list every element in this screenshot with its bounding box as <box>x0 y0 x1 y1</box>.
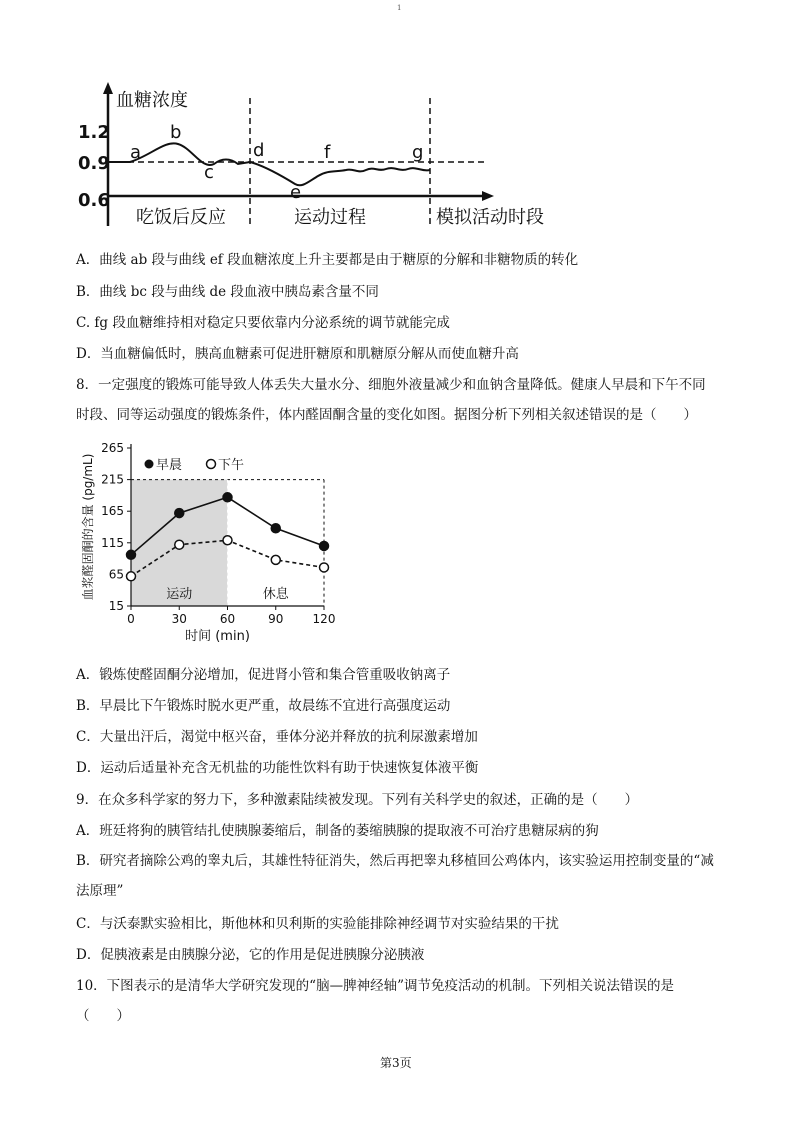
x-tick-label: 0 <box>127 612 135 626</box>
aldosterone-chart <box>76 436 346 654</box>
chart-xlabel: 时间 (min) <box>185 629 250 644</box>
legend-label-afternoon: 下午 <box>218 458 245 473</box>
y-tick-label: 15 <box>108 599 124 613</box>
fig1-section-label: 吃饭后反应 <box>136 207 226 228</box>
x-tick-label: 90 <box>268 612 284 626</box>
fig1-point-label: b <box>170 122 182 143</box>
fig1-section-label: 模拟活动时段 <box>436 207 544 228</box>
q9-option-c: C．与沃泰默实验相比，斯他林和贝利斯的实验能排除神经调节对实验结果的干扰 <box>76 916 559 932</box>
q8-option-c: C．大量出汗后，渴觉中枢兴奋，垂体分泌并释放的抗利尿激素增加 <box>76 729 478 745</box>
q8-stem: 8．一定强度的锻炼可能导致人体丢失大量水分、细胞外液量减少和血钠含量降低。健康人早晨和下午不同时段、同等运动强度的锻炼条件，体内醛固酮含量的变化如图。据图分析下列相关叙述错误的是（ ） <box>76 377 706 423</box>
q8-option-b: B．早晨比下午锻炼时脱水更严重，故晨练不宜进行高强度运动 <box>76 698 451 714</box>
q9-option-b: B．研究者摘除公鸡的睾丸后，其雄性特征消失，然后再把睾丸移植回公鸡体内，该实验运用控制变量的“减法原理” <box>76 853 714 899</box>
y-tick-label: 115 <box>101 535 124 550</box>
data-point-morning <box>175 509 184 518</box>
data-point-afternoon <box>320 563 329 572</box>
q9-stem: 9．在众多科学家的努力下，多种激素陆续被发现。下列有关科学史的叙述，正确的是（ ） <box>76 792 639 808</box>
data-point-morning <box>223 493 232 502</box>
x-tick-label: 60 <box>219 612 236 626</box>
chart-ylabel: 血浆醛固酮的含量 (pg/mL) <box>81 453 95 601</box>
fig1-point-label: c <box>204 162 214 183</box>
blood-glucose-figure <box>70 78 590 238</box>
page-footer: 第3页 <box>380 1056 412 1070</box>
y-tick-label: 65 <box>108 567 124 582</box>
fig1-ytick: 0.6 <box>78 190 110 211</box>
x-tick-label: 120 <box>312 612 336 626</box>
q7-option-a: A．曲线 ab 段与曲线 ef 段血糖浓度上升主要都是由于糖原的分解和非糖物质的转化 <box>76 252 579 268</box>
data-point-afternoon <box>127 572 136 581</box>
fig1-section-label: 运动过程 <box>294 207 366 228</box>
legend-marker-morning <box>145 460 154 469</box>
data-point-morning <box>271 524 280 533</box>
x-tick-label: 30 <box>171 612 187 626</box>
data-point-morning <box>320 541 329 550</box>
q8-option-d: D．运动后适量补充含无机盐的功能性饮料有助于快速恢复体液平衡 <box>76 760 479 776</box>
legend-label-morning: 早晨 <box>156 458 183 473</box>
fig1-point-label: e <box>290 182 302 203</box>
fig1-x-arrow <box>482 191 494 201</box>
data-point-afternoon <box>223 536 232 545</box>
region-label-exercise: 运动 <box>166 587 193 602</box>
q8-option-a: A．锻炼使醛固酮分泌增加，促进肾小管和集合管重吸收钠离子 <box>76 667 451 683</box>
fig1-ytick: 1.2 <box>78 122 110 143</box>
y-tick-label: 215 <box>101 472 124 487</box>
fig1-point-label: d <box>253 140 265 161</box>
q7-option-b: B．曲线 bc 段与曲线 de 段血液中胰岛素含量不同 <box>76 284 379 300</box>
top-mark: 1 <box>397 4 402 12</box>
fig1-point-label: f <box>324 142 331 163</box>
q7-option-d: D．当血糖偏低时，胰高血糖素可促进肝糖原和肌糖原分解从而使血糖升高 <box>76 346 519 362</box>
data-point-morning <box>127 550 136 559</box>
fig1-ytick: 0.9 <box>78 153 110 174</box>
legend-marker-afternoon <box>207 460 216 469</box>
fig1-ylabel: 血糖浓度 <box>116 90 188 111</box>
fig1-point-label: a <box>130 142 142 163</box>
fig1-glucose-curve <box>108 143 430 185</box>
data-point-afternoon <box>271 555 280 564</box>
y-tick-label: 165 <box>101 504 124 519</box>
q9-option-a: A．班廷将狗的胰管结扎使胰腺萎缩后，制备的萎缩胰腺的提取液不可治疗患糖尿病的狗 <box>76 823 599 839</box>
fig1-y-arrow <box>103 82 113 94</box>
q9-option-d: D．促胰液素是由胰腺分泌，它的作用是促进胰腺分泌胰液 <box>76 947 425 963</box>
q10-stem: 10．下图表示的是清华大学研究发现的“脑—脾神经轴”调节免疫活动的机制。下列相关说法错误的是（ ） <box>76 978 674 1024</box>
y-tick-label: 265 <box>101 441 124 455</box>
q7-option-c: C. fg 段血糖维持相对稳定只要依靠内分泌系统的调节就能完成 <box>76 315 450 331</box>
region-label-rest: 休息 <box>262 587 289 602</box>
fig1-point-label: g <box>412 142 424 163</box>
data-point-afternoon <box>175 540 184 549</box>
